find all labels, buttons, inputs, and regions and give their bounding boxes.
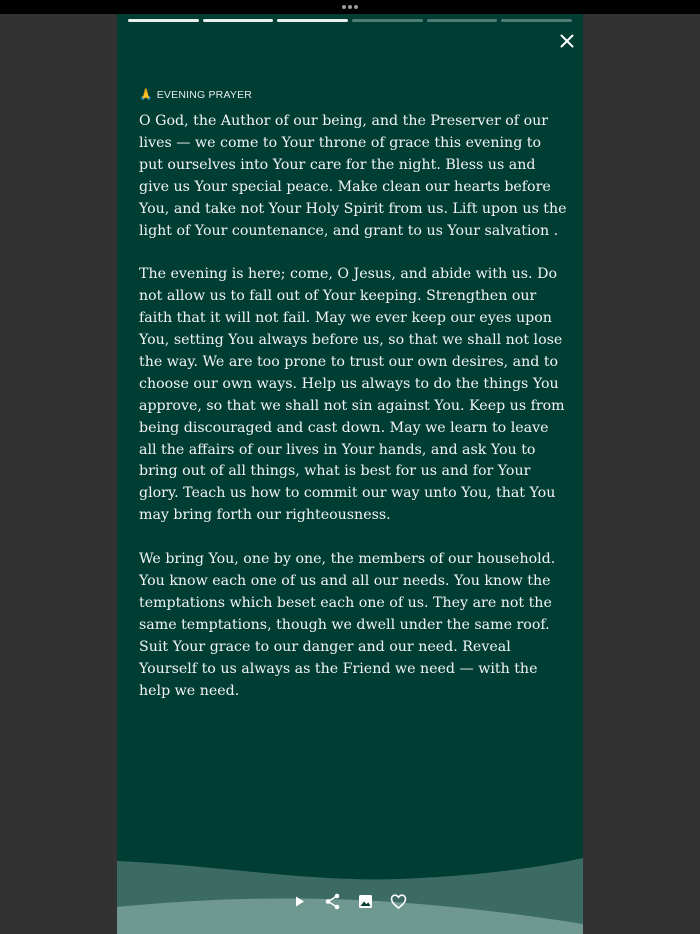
praying-hands-icon: 🙏 — [139, 88, 153, 101]
close-button[interactable] — [557, 31, 577, 51]
story-label — [139, 89, 252, 101]
progress-segment — [427, 19, 498, 22]
share-button[interactable] — [323, 892, 342, 911]
prayer-paragraph: The evening is here; come, O Jesus, and abide with us. Do not allow us to fall out of Your keeping. Strengthen our faith that it will not fail. May we ever keep our eyes upon You, setting You always before us, so that we shall not lose the way. We are too prone to trust our own desires, and to choose our own ways. Help us always to do the things You approve, so that we shall not sin against You. Keep us from being discouraged and cast down. May we learn to leave all the affairs of our lives in Your hands, and ask You to bring out of all things, what is best for us and for Your glory. Teach us how to commit our way unto You, that You may bring forth our righteousness. — [139, 266, 565, 524]
share-icon — [323, 892, 342, 911]
left-backdrop — [0, 14, 117, 934]
story-label-text: EVENING PRAYER — [156, 89, 253, 101]
image-icon — [356, 892, 375, 911]
prayer-story-card — [117, 14, 583, 934]
progress-segment — [128, 19, 199, 22]
story-controls — [290, 891, 414, 911]
play-icon — [290, 892, 309, 911]
favorite-button[interactable] — [389, 892, 408, 911]
progress-segment — [501, 19, 572, 22]
progress-segment — [203, 19, 274, 22]
right-backdrop — [583, 14, 700, 934]
image-button[interactable] — [356, 892, 375, 911]
close-icon — [557, 31, 577, 51]
multitasking-handle[interactable] — [342, 5, 358, 9]
heart-icon — [389, 892, 408, 911]
prayer-paragraph: O God, the Author of our being, and the Preserver of our lives — we come to Your throne of grace this evening to put ourselves into Your care for the night. Bless us and give us Your special peace. Make clean our hearts before You, and take not Your Holy Spirit from us. Lift upon us the light of Your countenance, and grant to us Your salvation . — [139, 113, 567, 239]
story-progress-bar — [128, 19, 572, 22]
system-top-bar — [0, 0, 700, 14]
prayer-paragraph: We bring You, one by one, the members of our household. You know each one of us and all our needs. You know the temptations which beset each one of us. They are not the same temptations, though we dwell under the same roof. Suit Your grace to our danger and our need. Reveal Yourself to us always as the Friend we need — with the help we need. — [139, 551, 556, 699]
progress-segment — [277, 19, 348, 22]
progress-segment — [352, 19, 423, 22]
play-button[interactable] — [290, 892, 309, 911]
prayer-text — [139, 111, 567, 724]
